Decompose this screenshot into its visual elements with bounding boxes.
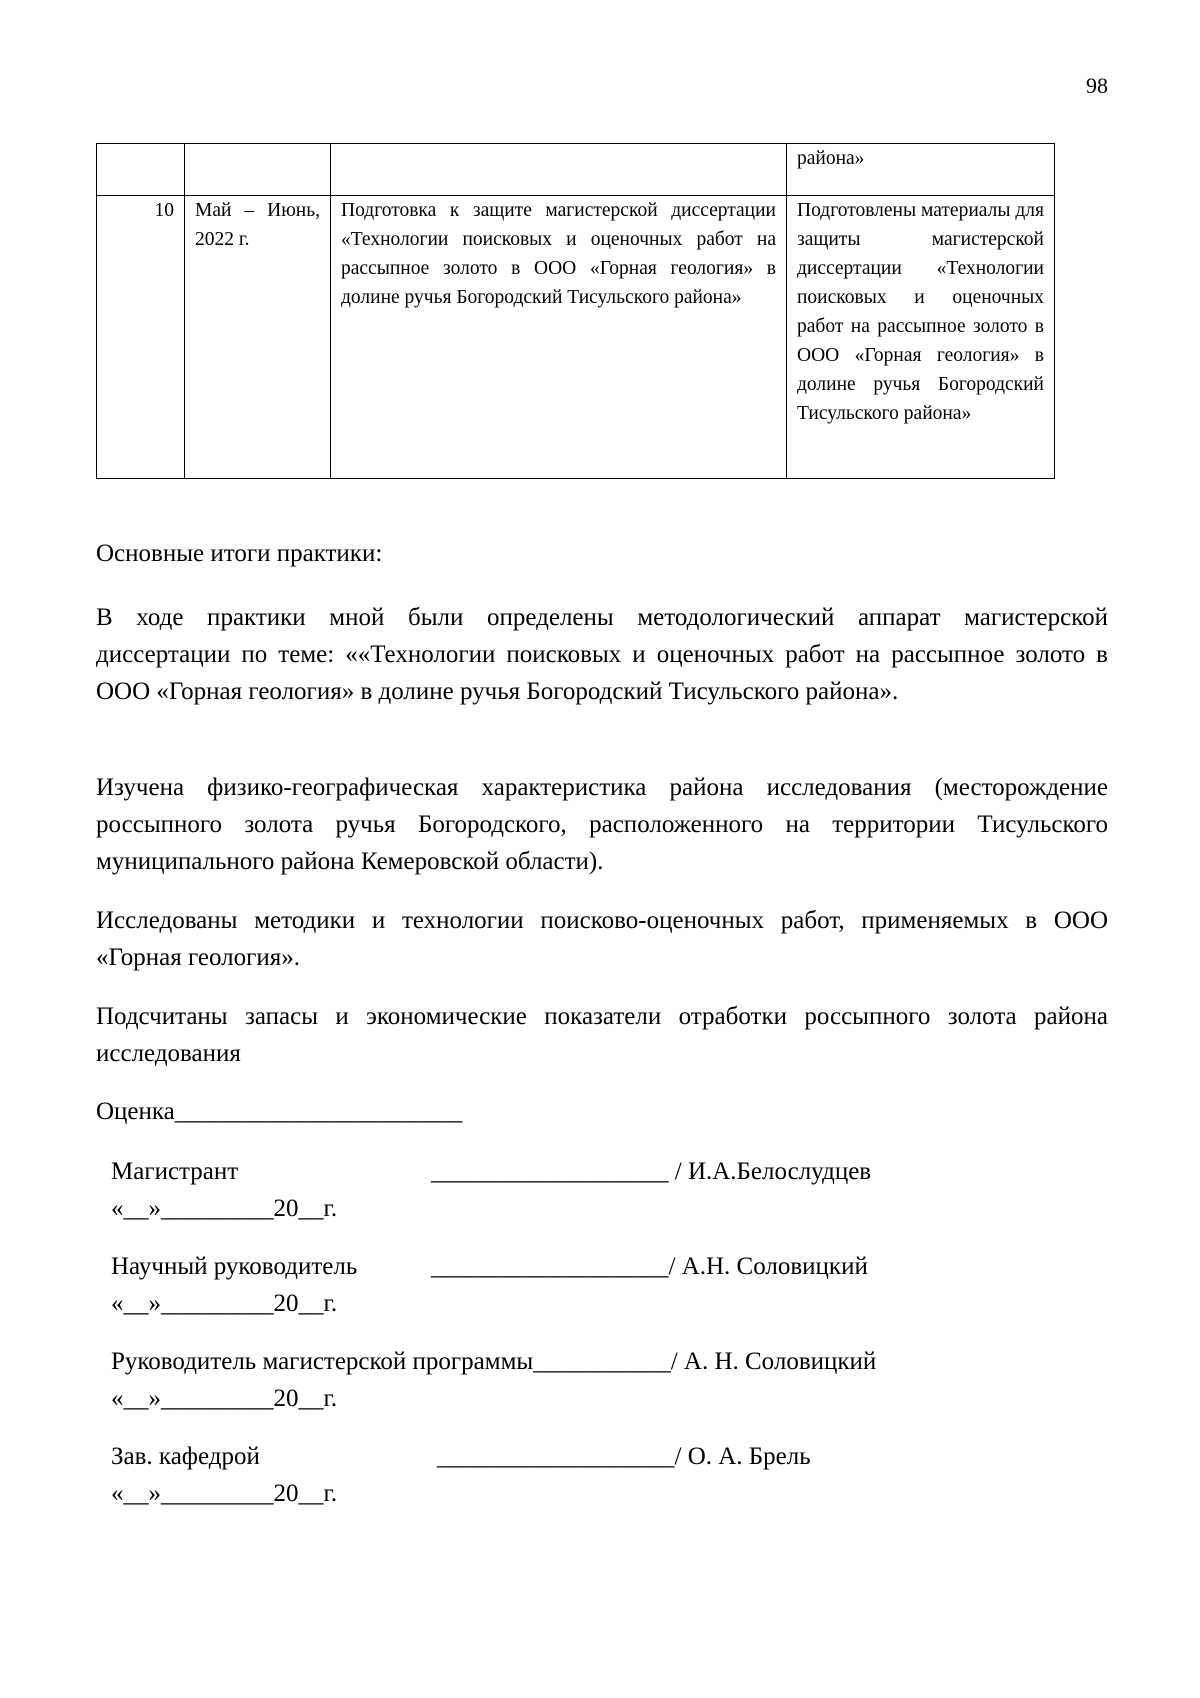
- table-cell-date: Май – Июнь, 2022 г.: [185, 196, 331, 479]
- signature-date: «__»_________20__г.: [111, 1480, 338, 1507]
- paragraph-block: [96, 998, 1108, 1072]
- table-cell: [97, 144, 185, 196]
- signature-date: «__»_________20__г.: [111, 1290, 338, 1317]
- signature-line: ___________________/ А.Н. Соловицкий: [431, 1253, 868, 1280]
- paragraph: В ходе практики мной были определены методологический аппарат магистерской диссертации по теме: ««Технологии поисковых и оценочных работ на рассыпное золото в ООО «Горная геология» в долине ручья Богородский Тисульского района».: [96, 604, 1108, 705]
- paragraph: Подсчитаны запасы и экономические показатели отработки россыпного золота района исследования: [96, 1003, 1108, 1067]
- table-cell: [185, 144, 331, 196]
- grade-line: Оценка_______________________: [96, 1098, 463, 1125]
- page-number: 98: [1086, 73, 1108, 98]
- table-row: [97, 196, 1055, 479]
- paragraph: Исследованы методики и технологии поисково-оценочных работ, применяемых в ООО «Горная геология».: [96, 907, 1108, 971]
- signature-line: ___________________/ О. А. Брель: [437, 1443, 811, 1470]
- signature-role: Руководитель магистерской программы___________/ А. Н. Соловицкий: [111, 1348, 877, 1375]
- table-cell-result-continued: района»: [787, 144, 1055, 196]
- signature-date: «__»_________20__г.: [111, 1195, 338, 1222]
- table-row: [97, 144, 1055, 196]
- signature-role: Научный руководитель: [111, 1253, 358, 1280]
- table-cell-number: 10: [97, 196, 185, 479]
- schedule-table: [96, 143, 1055, 479]
- signature-role: Зав. кафедрой: [111, 1443, 260, 1470]
- paragraph-block: [96, 902, 1108, 976]
- paragraph-block: [96, 599, 1108, 710]
- signature-date: «__»_________20__г.: [111, 1385, 338, 1412]
- paragraph: Изучена физико-географическая характеристика района исследования (месторождение россыпного золота ручья Богородского, расположенного на территории Тисульского муниципального района Кемеровской области).: [96, 774, 1108, 875]
- table-cell-result: Подготовлены материалы для защиты магистерской диссертации «Технологии поисковых и оценочных работ на рассыпное золото в ООО «Горная геология» в долине ручья Богородский Тисульского района»: [787, 196, 1055, 479]
- summary-title: Основные итоги практики:: [96, 540, 383, 567]
- table-cell-task: Подготовка к защите магистерской диссертации «Технологии поисковых и оценочных работ на рассыпное золото в ООО «Горная геология» в долине ручья Богородский Тисульского района»: [331, 196, 787, 479]
- paragraph-block: [96, 769, 1108, 880]
- table-cell: [331, 144, 787, 196]
- signature-role: Магистрант: [111, 1158, 239, 1185]
- signature-line: ___________________ / И.А.Белослудцев: [431, 1158, 872, 1185]
